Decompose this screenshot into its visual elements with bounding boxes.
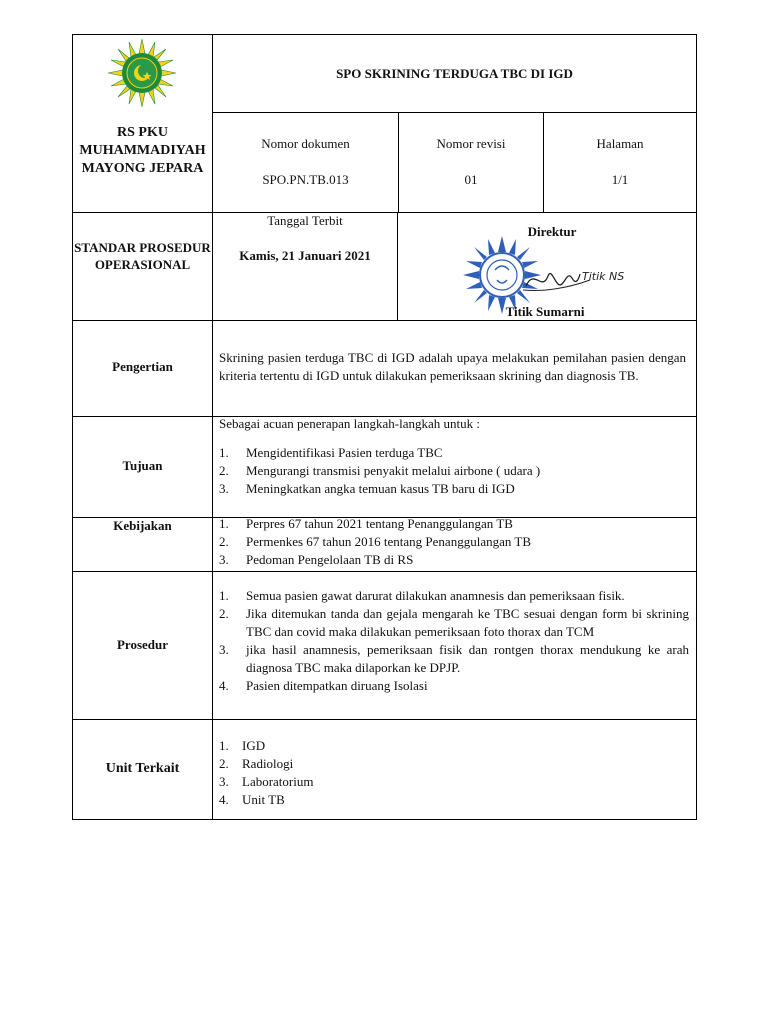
director-signature <box>520 262 625 296</box>
list-item: 3. jika hasil anamnesis, pemeriksaan fisik dan rontgen thorax mendukung ke arah diagnosa TBC maka dilaporkan ke DPJP. <box>219 642 689 675</box>
issue-date: Kamis, 21 Januari 2021 <box>239 248 371 263</box>
cell-divider <box>398 112 399 212</box>
list-item: 3. Laboratorium <box>219 774 314 789</box>
list-item: 4. Pasien ditempatkan diruang Isolasi <box>219 678 428 693</box>
list-item: 2. Mengurangi transmisi penyakit melalui airbone ( udara ) <box>219 463 541 478</box>
list-item: 4. Unit TB <box>219 792 285 807</box>
section-label-prosedur: Prosedur <box>116 637 169 652</box>
revision-number: 01 <box>464 172 478 187</box>
page-number: 1/1 <box>611 172 629 187</box>
section-label-unit-terkait: Unit Terkait <box>105 761 180 776</box>
list-item: 2. Permenkes 67 tahun 2016 tentang Penanggulangan TB <box>219 534 531 549</box>
row-divider <box>212 112 697 113</box>
list-item: 1. Perpres 67 tahun 2021 tentang Penanggulangan TB <box>219 516 513 531</box>
section-text-pengertian: Skrining pasien terduga TBC di IGD adalah upaya melakukan pemilahan pasien dengan kriteria tertentu di IGD untuk dilakukan pemeriksaan skrining dan diagnosis TB. <box>219 350 686 383</box>
list-item: 1. Semua pasien gawat darurat dilakukan anamnesis dan pemeriksaan fisik. <box>219 588 625 603</box>
list-kebijakan <box>219 515 689 569</box>
row-divider <box>72 719 697 720</box>
list-item: 1. Mengidentifikasi Pasien terduga TBC <box>219 445 443 460</box>
org-name: RS PKU MUHAMMADIYAH MAYONG JEPARA <box>79 125 206 176</box>
signature-icon <box>520 262 625 296</box>
list-unit-terkait <box>219 737 689 809</box>
section-label-tujuan: Tujuan <box>122 458 163 473</box>
list-tujuan <box>219 444 689 498</box>
document-title: SPO SKRINING TERDUGA TBC DI IGD <box>336 66 573 81</box>
muhammadiyah-sun-icon <box>107 38 177 108</box>
row-divider <box>72 320 697 321</box>
border-right <box>696 34 697 820</box>
director-label: Direktur <box>527 224 577 239</box>
list-item: 3. Pedoman Pengelolaan TB di RS <box>219 552 414 567</box>
border-top <box>72 34 697 35</box>
doc-number-label: Nomor dokumen <box>261 136 350 151</box>
list-prosedur <box>219 587 689 695</box>
hospital-logo <box>107 38 177 108</box>
section-label-kebijakan: Kebijakan <box>113 518 172 533</box>
signature-text: Titik NS <box>582 270 625 283</box>
cell-divider <box>543 112 544 212</box>
list-item: 3. Meningkatkan angka temuan kasus TB baru di IGD <box>219 481 515 496</box>
page-label: Halaman <box>596 136 644 151</box>
sop-label: STANDAR PROSEDUR OPERASIONAL <box>74 240 211 272</box>
cell-divider <box>397 212 398 320</box>
row-divider <box>72 571 697 572</box>
revision-label: Nomor revisi <box>436 136 506 151</box>
section-intro-tujuan: Sebagai acuan penerapan langkah-langkah untuk : <box>219 416 480 431</box>
director-name: Titik Sumarni <box>505 304 585 319</box>
list-item: 2. Radiologi <box>219 756 294 771</box>
issue-date-label: Tanggal Terbit <box>267 213 343 228</box>
section-label-pengertian: Pengertian <box>112 359 173 374</box>
list-item: 2. Jika ditemukan tanda dan gejala mengarah ke TBC sesuai dengan form bi skrining TBC dan covid maka dilakukan pemeriksaan foto thorax dan TCM <box>219 606 689 639</box>
list-item: 1. IGD <box>219 738 266 753</box>
border-bottom <box>72 819 697 820</box>
doc-number: SPO.PN.TB.013 <box>262 172 349 187</box>
